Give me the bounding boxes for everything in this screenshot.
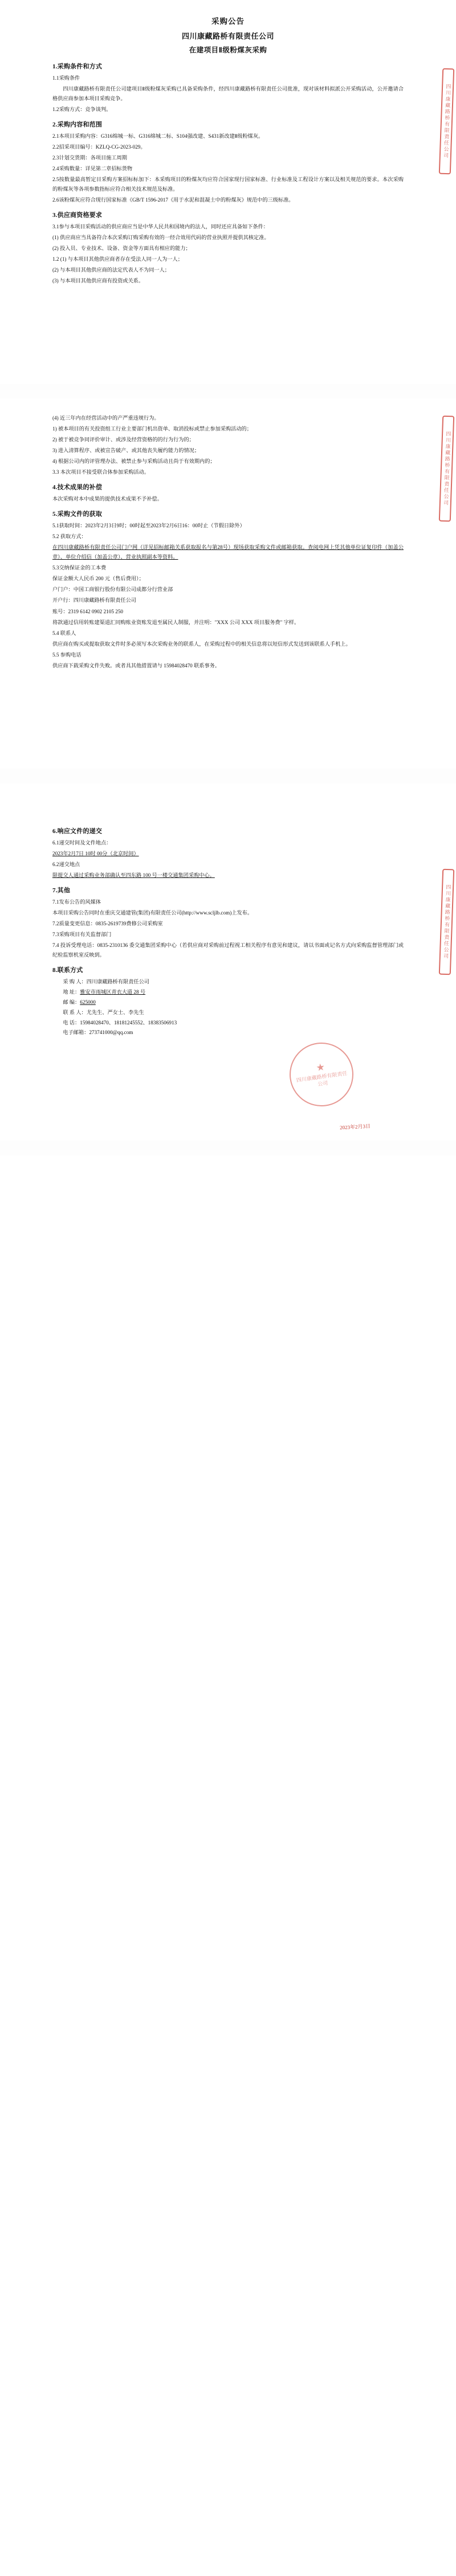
contact-value-4: 15984028470、18181245552、18383506913 <box>80 1019 177 1026</box>
section-5-item-4: 保证金额大人民币 200 元（售后费用）； <box>52 576 144 582</box>
section-5-item-5: 户门户：中国工商银行股份有限公司成都分行营业部 <box>52 586 173 593</box>
section-heading-7: 7.其他 <box>52 887 71 894</box>
section-1-item-1: 四川康藏路桥有限责任公司建项目Ⅱ级粉煤灰采购已具备采购条件，经四川康藏路桥有限责任公司批准，现对该材料拟派公开采购活动，公开邀请合格供应商参加本项目采购竞争。 <box>52 86 404 102</box>
document-sheet-3 <box>0 784 456 1141</box>
page2-item-1: 1) 被本项目的有关投资组工行业主要部门机出资单、取消投标或禁止参加采购活动的； <box>52 426 252 432</box>
section-7-item-2: 7.2质量变更信息：0835-2619739费修公司采购室 <box>52 920 163 926</box>
signature-date: 2023年2月3日 <box>339 1123 371 1131</box>
section-5-item-10: 供应商在购买或提取获取文件时多必须写本次采购业务的联系人，在采购过程中的相关信息将以短信形式发送到该联系人手机上。 <box>52 641 351 647</box>
section-heading-8: 8.联系方式 <box>52 966 83 974</box>
section-2-item-2: 2.3计划交货期：各项目施工周期 <box>52 155 127 161</box>
page-gap-1 <box>0 384 456 399</box>
section-6-item-0: 6.1递交时间及文件地点： <box>52 839 112 846</box>
section-6-item-3: 限提交人通过采购业务部确认至四东路 100 号一楼交通集团采购中心。 <box>52 872 215 878</box>
section-5-item-7: 账号：2319 6142 0902 2105 250 <box>52 608 124 614</box>
company-title: 四川康藏路桥有限责任公司 <box>181 32 274 40</box>
section-heading-2: 2.采购内容和范围 <box>52 121 103 129</box>
document-sheet-2 <box>0 399 456 768</box>
section-2-item-5: 2.6该粉煤灰应符合现行国家标准《GB/T 1596-2017《用于水泥和混凝土中的粉煤灰》规范中的三级标准。 <box>52 197 294 203</box>
section-heading-4: 4.技术成果的补偿 <box>52 484 103 491</box>
section-3-item-5: (3) 与本项目其他供应商有投资或关系。 <box>52 278 144 284</box>
page-gap-2 <box>0 769 456 784</box>
document-sheet-1 <box>0 0 456 384</box>
contact-row-2 <box>52 998 404 1008</box>
section-3-item-3: 1.2 (1) 与本项目其他供应商者存在受法人同一人为一人； <box>52 256 183 262</box>
contact-label-5: 电子邮箱： <box>63 1029 89 1036</box>
project-title: 在建项目Ⅱ级粉煤灰采购 <box>189 46 267 54</box>
section-4-item-0: 本次采购对本中成果的提供技术成果不予补偿。 <box>52 496 162 502</box>
company-seal-stamp-2: 四川康藏路桥有限责任公司 <box>439 416 455 522</box>
contact-row-5 <box>52 1028 404 1038</box>
section-1-item-2: 1.2采购方式：竞争谈判。 <box>52 106 112 113</box>
contact-row-1 <box>52 987 404 998</box>
section-6-item-2: 6.2递交地点 <box>52 861 80 867</box>
section-5-item-12: 供应商下载采购文件失败。或者具其他措置请与 15984028470 联系事务。 <box>52 662 220 668</box>
section-3-item-2: (2) 投入员、专业技术、设备、资金等方面具有相应的能力； <box>52 245 191 252</box>
contact-row-0 <box>52 977 404 987</box>
contact-label-0: 采 购 人： <box>63 978 87 985</box>
page2-item-3: 3) 进入清算程序、或被宣告破产、或其他丧失履约能力的情况； <box>52 448 200 454</box>
section-7-item-3: 7.3采购项目有关监督部门 <box>52 931 112 937</box>
company-seal-stamp-1: 四川康藏路桥有限责任公司 <box>439 68 455 175</box>
contact-value-1: 雅安市雨城区青衣大道 28 号 <box>80 988 146 995</box>
section-5-item-3: 5.3交纳保证金的工本费 <box>52 565 107 571</box>
round-seal-text: 四川康藏路桥有限责任公司 <box>296 1070 348 1088</box>
section-7-item-4: 7.4 投诉受理电话：0835-2310136 委交通集团采购中心（若供应商对采购前过程视工相关程序有意见和建议，请以书面或记名方式向采购监督管理部门或纪检监察机室反映到。 <box>52 942 404 958</box>
contact-value-5: 273741000@qq.com <box>89 1029 133 1036</box>
contact-value-0: 四川康藏路桥有限责任公司 <box>86 978 149 985</box>
section-5-item-6: 开户行：四川康藏路桥有限责任公司 <box>52 597 136 604</box>
section-5-item-1: 5.2 获取方式： <box>52 534 87 540</box>
page2-item-2: 2) 被于被竞争同评价审计、或涉及经营资格的的行为行为的； <box>52 437 194 443</box>
section-3-item-0: 3.1参与本项目采购活动的供应商应当是中华人民共和国境内的法人，同时还应具备如下条件： <box>52 224 268 230</box>
section-5-item-11: 5.5 参购电话 <box>52 651 82 658</box>
contact-label-3: 联 系 人： <box>63 1009 87 1015</box>
section-5-item-2: 在四川康藏路桥有限责任公司门户网（详见招标邮箱关系获取报名与第28号）现场获取采购文件或邮箱获取。查阅电网上凭其他单位证复印件（加盖公章）、单位介绍信（加盖公章）、营业执照副本等资料。 <box>52 544 404 560</box>
section-5-item-0: 5.1获取时间：2023年2月3日9时；00时起至2023年2月6日16：00时止（节假日除外） <box>52 523 245 529</box>
section-7-item-1: 本项目采购公告同时在重庆交通建管(集团)有限责任公司(http://www.scljlb.com)上发布。 <box>52 909 253 916</box>
contact-row-4 <box>52 1018 404 1028</box>
contact-label-4: 电 话： <box>63 1019 80 1026</box>
contact-row-3 <box>52 1008 404 1018</box>
contact-label-1: 地 址： <box>63 988 80 995</box>
seal-star-icon: ★ <box>315 1061 326 1074</box>
section-3-item-4: (2) 与本项目其他供应商的法定代表人不为同一人； <box>52 267 170 273</box>
section-heading-6: 6.响应文件的递交 <box>52 827 103 835</box>
section-heading-1: 1.采购条件和方式 <box>52 63 103 70</box>
page2-item-0: (4) 近三年内在经营活动中的产严重违规行为。 <box>52 415 160 421</box>
contact-label-2: 邮 编： <box>63 999 80 1005</box>
section-3-item-1: (1) 供应商应当具备符合本次采购订购采购有效的一经合效用代码的营业执照并提供其核定准。 <box>52 235 270 241</box>
section-2-item-4: 2.5按数量最高暂定目采购方案招标标加下：本采购项目的粉煤灰均应符合国家现行国家标准、行业标准及工程设计方案以及相关规范的要求。本次采购的粉煤灰等各项参数指标应符合相关技术规范及标准。 <box>52 177 404 192</box>
section-2-item-0: 2.1本项目采购内容：G316绵城一标、G316绵城二标、S104强改建、S431新改建Ⅱ级粉煤灰。 <box>52 133 264 140</box>
page2-item-5: 3.3 本次项目不接受联合体参加采购活动。 <box>52 469 149 475</box>
contact-value-3: 尤先生、严女士、李先生 <box>86 1009 144 1015</box>
section-2-item-3: 2.4采购数量：详见第二章招标货物 <box>52 166 133 172</box>
section-6-item-1: 2023年2月7日 10时 00分（北京时间） <box>52 850 139 856</box>
contact-value-2: 625000 <box>80 999 96 1005</box>
section-5-item-9: 5.4 联系人 <box>52 630 76 636</box>
section-5-item-8: 将款通过信用转账建渠道汇同购账业资账发退至属民人制服，并注明："XXX 公司 XXX 项目服务费" 字样。 <box>52 619 300 625</box>
section-heading-3: 3.供应商资格要求 <box>52 212 103 219</box>
page-title: 采购公告 <box>211 17 245 26</box>
section-1-item-0: 1.1采购条件 <box>52 75 80 81</box>
company-seal-stamp-3: 四川康藏路桥有限责任公司 <box>439 868 455 975</box>
document-sheet-4-blank <box>0 1155 456 1588</box>
page2-item-4: 4) 根据公司内的评管理办法、被禁止参与采购活动且尚于有效期内的； <box>52 458 215 465</box>
section-heading-5: 5.采购文件的获取 <box>52 511 103 518</box>
section-7-item-0: 7.1发布公告的风媒体 <box>52 899 101 905</box>
page-gap-3 <box>0 1141 456 1155</box>
section-2-item-1: 2.2招采项目编号：KZLQ-CG-2023-029。 <box>52 144 146 150</box>
